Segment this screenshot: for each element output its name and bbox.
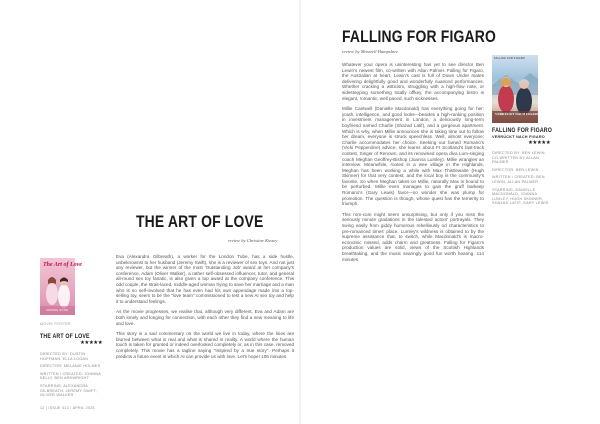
poster-top-text: FALLING FOR FIGARO — [494, 57, 526, 60]
headline-falling-for-figaro: FALLING FOR FIGARO — [342, 27, 496, 46]
paragraph: Eva (Alexandra Gilbreath), a worker for the London Tube, has a side hustle, unbeknownst to her husband (Jeremy Swift), she is a reviewer of sex toys. And not just any reviewer, but the winner of the most 'Outstanding Job' award at her company's conference. Adam (Oliver Walker), a rather self-obsessed influencer, tutor, and general all-round sex toy fanatic, is also given a top award at the company conference. This odd couple, the strait-laced, middle-aged woman trying to save her marriage and a man who is so self-involved that he has even had his own appendage made into a top-selling toy, seem to be the "love team" commissioned to test a new AI sex toy and help it to understand feelings. — [116, 254, 294, 304]
poster-tag: COMING SOON — [46, 309, 69, 312]
credit-line: STARRING: ALEXANDRA GILBREATH, JEREMY SWIFT, OLIVER WALKER — [40, 383, 97, 398]
sidebar-title-art-of-love: THE ART OF LOVE — [40, 333, 90, 340]
poster-title: VERRÜCKT NACH FIGARO — [495, 112, 540, 116]
headline-art-of-love: THE ART OF LOVE — [136, 212, 264, 231]
sidebar-subtitle: VERRÜCKT NACH FIGARO — [492, 135, 545, 139]
paragraph: This story is a sad commentary on the world we live in today, where the lines are blurred between what is real and what is shared in reality. A world where the human touch is taken for granted or indeed overlooked completely or, as in this case, removed completely. This movie has a tagline saying "Inspired by a true story". Perhaps it predicts a future event in which AI can provide us with love. Let's hope! 106 minutes. — [116, 331, 294, 359]
body-art-of-love — [116, 254, 294, 364]
paragraph: Millie Cantwell (Danielle Macdonald) has everything going for her: youth, intelligence, and good looks—besides a high-ranking position in investment management in London, a deliciously long-term boyfriend named Charlie (Shazad Latif), and a gorgeous apartment. Which is why, when Millie announces she is taking time out to follow her dream, everyone is struck speechless. Well, almost everyone; Charlie accommodates her choice. Seeking out famed Romano's (Vicki Pepperdine) advice, she learns about Ft Scotland's fast-track contest, Singer of Renown, and its renowned opera diva Lum-singing coach Meghan Geoffrey-Bishop (Joanna Lumley). Millie wrangles an interview. Meanwhile, rooted in a wee village in the Highlands, Meghan has been working a while with Max Thistlewaite (Hugh Skinner) for that very contest, and the local boy is the community's favorite. So when Meghan takes on Millie, naturally Max is bound to be perturbed. Millie even manages to gain the gruff barkeep Romano's (Gary Lewis) favor—no wonder she was plump for promotion. The question is though, whose quest has the temerity to triumph. — [342, 106, 484, 207]
art-of-love-poster — [40, 258, 82, 315]
rating-stars: ★★★★★ — [80, 340, 103, 346]
falling-for-figaro-poster — [492, 55, 538, 123]
credit-line: DIRECTOR: BEN LEWIN — [492, 167, 539, 172]
byline-art-of-love: review by Christine Kinsey — [228, 238, 278, 243]
page-gutter — [299, 0, 301, 424]
paragraph: This rom-com might seem unsurprising, but only if you miss the seriously minute gradations in the talented actors' portrayals. They swing easily from giddy humorous rebelliously od characteristics to pre-romanced times' place. Lumley's wildness is obtained to by the supreme assistance that, to switch, while Macdonald's is macro-economic missed, adds charm and greatness. Falling for Figaro's production values are solid, views of the Scottish Highlands breathtaking, and the music searingly good fun worth hearing. 114 minutes. — [342, 211, 484, 262]
byline-falling-for-figaro: review by Maxwell Hampshire — [342, 49, 398, 54]
credit-line: DIRECTED BY: BEN LEWIN, CO-WRITTEN BY ALLAN PALMER — [492, 151, 546, 165]
sidebar-credits-art-of-love — [40, 352, 102, 401]
credit-line: DIRECTED BY: DUSTIN HOFFMAN, ELLA LOGAN — [40, 352, 89, 361]
page-footer: 12 | ISSUE 413 / APRIL 2025 — [40, 406, 95, 410]
paragraph: As the movie progresses, we realise that, although very different, Eva and Adam are both lonely and longing for connection, with each other they find a new meaning to life and love. — [116, 309, 294, 326]
sidebar-credits-falling-for-figaro — [492, 151, 550, 209]
paragraph: Whatever your opera is uninteresting has yet to see director Ben Lewin's newest film, co-written with Allan Palmer. Falling for Figaro, the Australian at heart, Lewin's cast is full of Down Under mates delivering delightfully good and wonderfully nuanced performances. Whether cracking a witticism, struggling with a high-flow note, or sidestepping something totally offkey, the accompanying bistro is elegant, romantic, well paced, such sicknesses. — [342, 62, 484, 101]
sidebar-title-falling-for-figaro: FALLING FOR FIGARO — [492, 127, 553, 134]
poster-title: The Art of Love — [43, 262, 82, 268]
credit-line: WRITTEN / CREATED: BEN LEWIN, ALLAN PALMER — [492, 175, 545, 184]
credit-line: STARRING: DANIELLE MACDONALD, JOANNA LUMLEY, HUGH SKINNER, SHAZAD LATIF, GARY LEWIS — [492, 187, 549, 206]
rating-stars: ★★★★★ — [528, 140, 551, 146]
credit-line: DIRECTOR: MELANIE HOLMES — [40, 364, 101, 369]
poster-caption: MOVIE POSTER — [40, 322, 71, 326]
body-falling-for-figaro — [342, 62, 484, 267]
credit-line: WRITTEN / CREATED: JOHNNA KELLY, BEN ARKWRIGHT — [40, 371, 101, 381]
